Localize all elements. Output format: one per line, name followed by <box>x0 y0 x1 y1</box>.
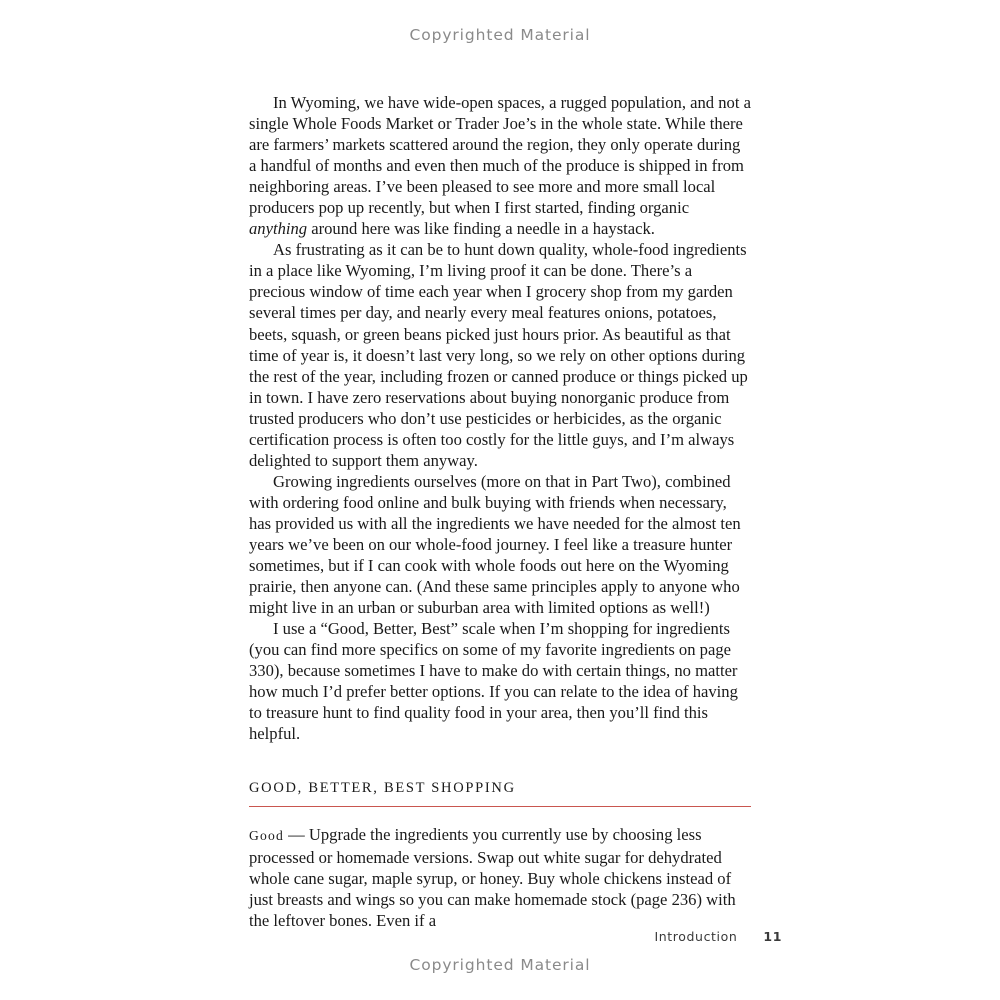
page-footer <box>249 929 782 944</box>
paragraph-text: around here was like finding a needle in a haystack. <box>307 219 655 239</box>
body-paragraph <box>249 239 751 471</box>
section-heading: GOOD, BETTER, BEST SHOPPING <box>249 780 516 797</box>
paragraph-text: Growing ingredients ourselves (more on that in Part Two), combined with ordering food online and bulk buying with friends when necessary, has provided us with all the ingredients we have needed for the almost ten years we’ve been on our whole-food journey. I feel like a treasure hunter sometimes, but if I can cook with whole foods out here on the Wyoming prairie, then anyone can. (And these same principles apply to anyone who might live in an urban or suburban area with limited options as well!) <box>249 471 741 618</box>
copyright-watermark-bottom: Copyrighted Material <box>409 956 591 974</box>
body-paragraph <box>249 618 751 744</box>
small-caps-lead: Good <box>249 828 285 844</box>
copyright-watermark-top: Copyrighted Material <box>409 26 591 44</box>
paragraph-text: I use a “Good, Better, Best” scale when I’m shopping for ingredients (you can find more specifics on some of my favorite ingredients on page 330), because sometimes I have to make do with certain things, no matter how much I’d prefer better options. If you can relate to the idea of having to treasure hunt to find quality food in your area, then you’ll find this helpful. <box>249 619 738 744</box>
section-divider <box>249 806 751 807</box>
emphasis-text: anything <box>249 219 308 239</box>
paragraph-list <box>249 92 751 744</box>
body-column <box>249 92 751 931</box>
footer-chapter-label: Introduction <box>654 929 738 944</box>
section-paragraph-text: — Upgrade the ingredients you currently use by choosing less processed or homemade versions. Swap out white sugar for dehydrated whole cane sugar, maple syrup, or honey. Buy whole chickens instead of just breasts and wings so you can make homemade stock (page 236) with the leftover bones. Even if a <box>249 825 736 930</box>
footer-page-number: 11 <box>763 929 782 944</box>
body-paragraph <box>249 92 751 239</box>
body-paragraph <box>249 471 751 618</box>
section-paragraph <box>249 824 751 930</box>
paragraph-text: In Wyoming, we have wide-open spaces, a rugged population, and not a single Whole Foods Market or Trader Joe’s in the whole state. While there are farmers’ markets scattered around the region, they only operate during a handful of months and even then much of the produce is shipped in from neighboring areas. I’ve been pleased to see more and more small local producers pop up recently, but when I first started, finding organic <box>249 93 751 218</box>
paragraph-text: As frustrating as it can be to hunt down quality, whole-food ingredients in a place like Wyoming, I’m living proof it can be done. There’s a precious window of time each year when I grocery shop from my garden several times per day, and nearly every meal features onions, potatoes, beets, squash, or green beans picked just hours prior. As beautiful as that time of year is, it doesn’t last very long, so we rely on other options during the rest of the year, including frozen or canned produce or things picked up in town. I have zero reservations about buying nonorganic produce from trusted producers who don’t use pesticides or herbicides, as the organic certification process is often too costly for the little guys, and I’m always delighted to support them anyway. <box>249 240 748 470</box>
section-good-better-best <box>249 780 751 930</box>
